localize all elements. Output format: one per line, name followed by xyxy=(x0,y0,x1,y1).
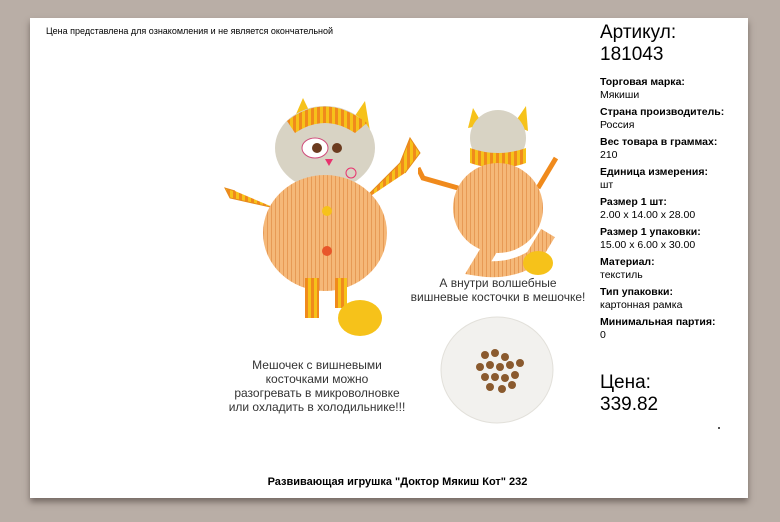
caption-line: А внутри волшебные xyxy=(439,276,557,290)
spec-label: Единица измерения: xyxy=(600,166,708,178)
spec-package-type xyxy=(600,286,745,312)
toy-back-image xyxy=(418,103,558,278)
spec-value: 2.00 x 14.00 x 28.00 xyxy=(600,209,696,221)
spec-material xyxy=(600,256,745,282)
spec-country xyxy=(600,106,745,132)
spec-label: Торговая марка: xyxy=(600,76,685,88)
spec-package-size xyxy=(600,226,745,252)
caption-line: косточками можно xyxy=(265,372,369,386)
spec-weight xyxy=(600,136,745,162)
spec-value: 0 xyxy=(600,329,606,341)
product-sheet xyxy=(30,18,748,498)
price-value: 339.82 xyxy=(600,394,659,415)
product-title: Развивающая игрушка "Доктор Мякиш Кот" 232 xyxy=(267,476,528,488)
spec-value: текстиль xyxy=(600,269,643,281)
spec-min-batch xyxy=(600,316,745,342)
spec-value: картонная рамка xyxy=(600,299,683,311)
spec-value: Россия xyxy=(600,119,635,131)
article-label: Артикул: xyxy=(600,22,677,43)
spec-label: Минимальная партия: xyxy=(600,316,716,328)
cherry-pits-image xyxy=(440,315,555,425)
spec-value: 210 xyxy=(600,149,618,161)
price-block xyxy=(600,372,658,416)
spec-label: Вес товара в граммах: xyxy=(600,136,718,148)
article-value: 181043 xyxy=(600,44,664,65)
caption-heating xyxy=(222,358,412,414)
spec-label: Тип упаковки: xyxy=(600,286,673,298)
decorative-dot xyxy=(718,427,720,429)
spec-value: 15.00 x 6.00 x 30.00 xyxy=(600,239,696,251)
spec-label: Страна производитель: xyxy=(600,106,725,118)
price-disclaimer: Цена представлена для ознакомления и не является окончательной xyxy=(46,26,334,36)
spec-unit xyxy=(600,166,745,192)
spec-item-size xyxy=(600,196,745,222)
caption-cherry-pits xyxy=(408,276,588,304)
caption-line: вишневые косточки в мешочке! xyxy=(410,290,586,304)
specs-panel xyxy=(600,22,745,342)
spec-value: шт xyxy=(600,179,614,191)
price-label: Цена: xyxy=(600,372,651,393)
spec-label: Размер 1 упаковки: xyxy=(600,226,701,238)
spec-brand xyxy=(600,76,745,102)
spec-label: Материал: xyxy=(600,256,655,268)
spec-value: Мякиши xyxy=(600,89,640,101)
caption-line: разогревать в микроволновке xyxy=(234,386,400,400)
caption-line: Мешочек с вишневыми xyxy=(252,358,382,372)
caption-line: или охладить в холодильнике!!! xyxy=(228,400,406,414)
spec-label: Размер 1 шт: xyxy=(600,196,667,208)
toy-front-image xyxy=(215,93,425,338)
